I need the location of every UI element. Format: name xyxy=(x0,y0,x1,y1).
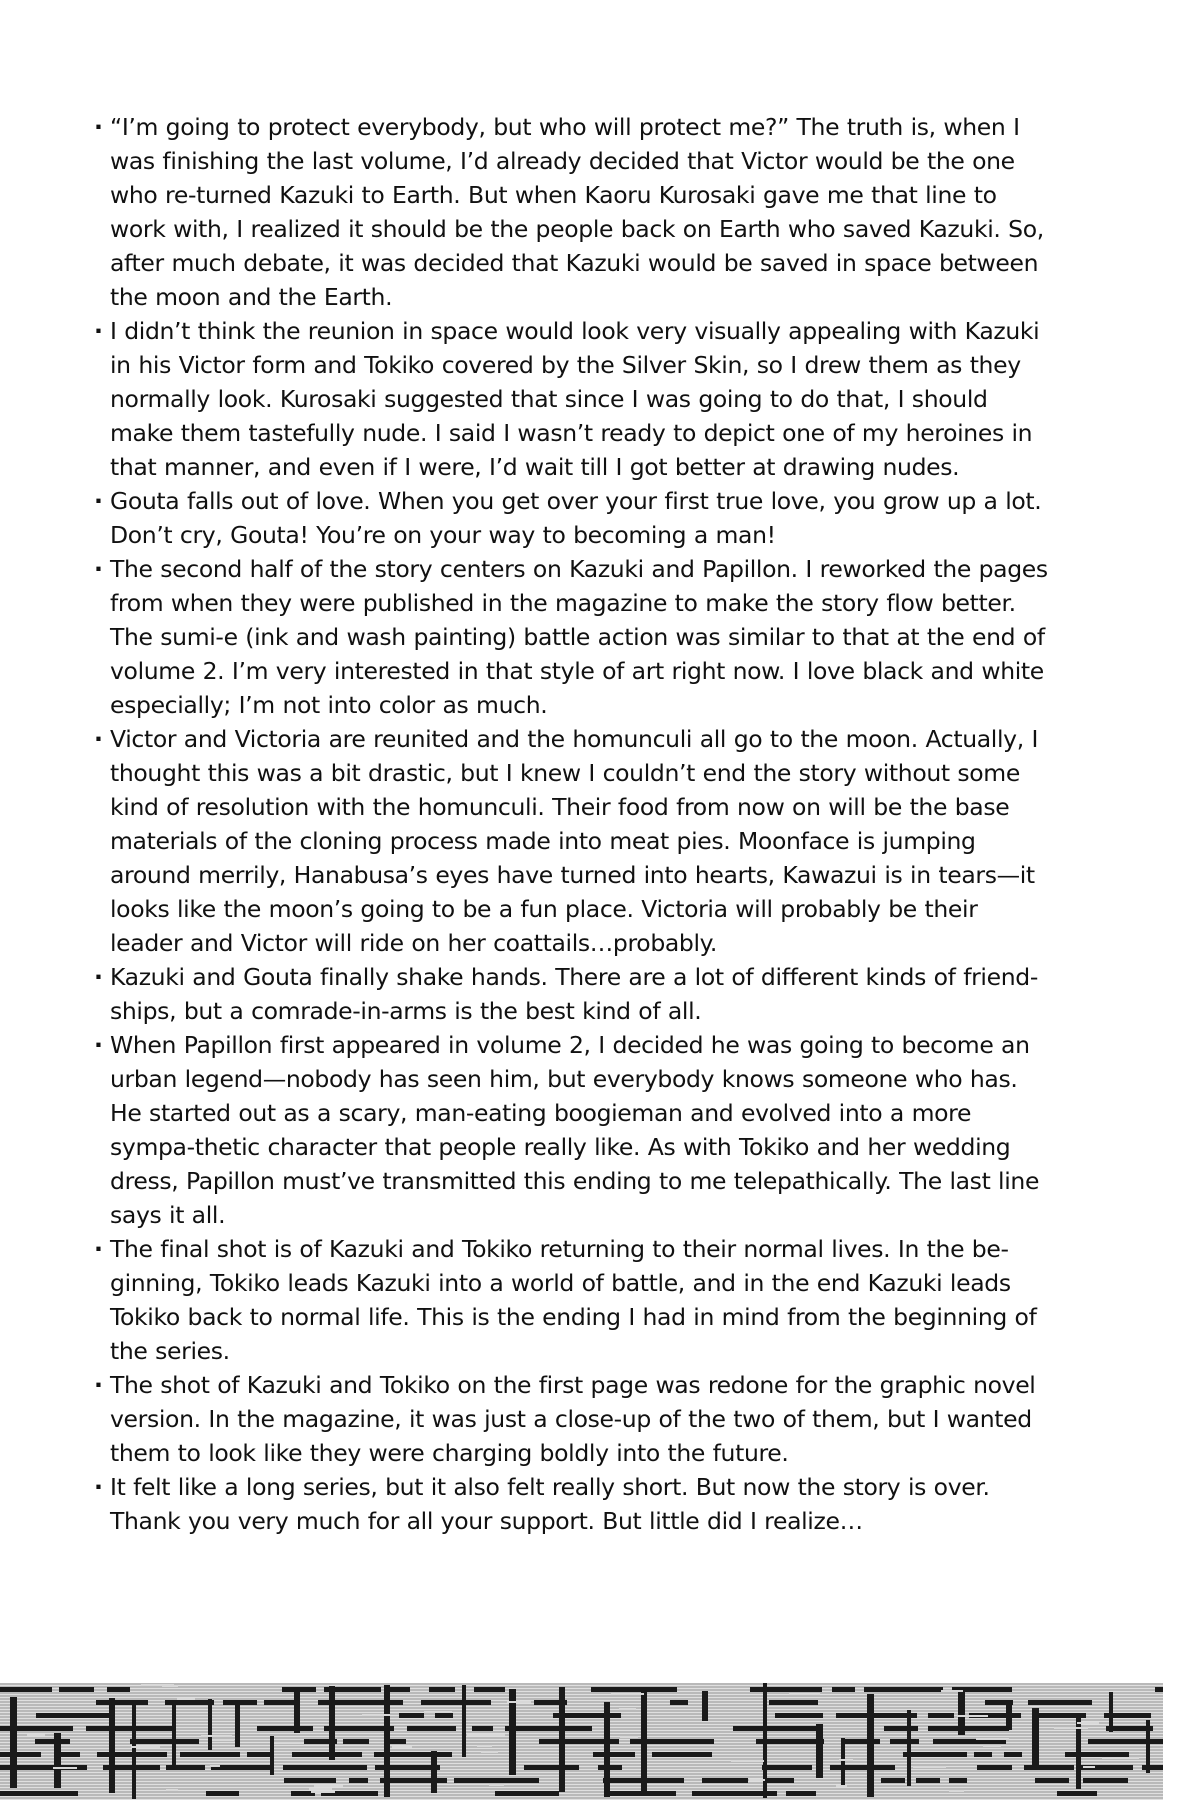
decorative-pattern-band xyxy=(0,1683,1163,1800)
list-item xyxy=(94,1232,1056,1368)
pattern-bar xyxy=(836,1713,917,1718)
pattern-bar xyxy=(36,1713,112,1718)
pattern-bar xyxy=(749,1779,765,1781)
pattern-bar xyxy=(864,1687,943,1692)
pattern-bar xyxy=(424,1711,452,1713)
pattern-bar xyxy=(619,1708,636,1710)
pattern-bar xyxy=(284,1778,336,1783)
bullet-dot: · xyxy=(94,487,103,515)
pattern-bar xyxy=(474,1687,505,1692)
pattern-bar xyxy=(702,1778,748,1783)
pattern-bar xyxy=(836,1785,847,1787)
pattern-bar xyxy=(750,1687,822,1692)
pattern-bar xyxy=(27,1734,45,1736)
pattern-bar xyxy=(620,1736,638,1738)
pattern-bar xyxy=(481,1751,498,1753)
pattern-bar xyxy=(928,1713,954,1718)
pattern-bar xyxy=(489,1784,504,1786)
pattern-bar xyxy=(389,1687,410,1692)
pattern-bar xyxy=(130,1739,199,1744)
bullet-dot: · xyxy=(94,113,103,141)
pattern-bar xyxy=(1109,1692,1113,1732)
pattern-bar xyxy=(86,1726,173,1731)
pattern-bar xyxy=(399,1713,424,1718)
circuit-pattern-graphic xyxy=(0,1683,1163,1800)
pattern-bar xyxy=(949,1790,964,1792)
pattern-bar xyxy=(505,1726,592,1731)
pattern-bar xyxy=(477,1745,492,1747)
pattern-bar xyxy=(765,1778,794,1783)
pattern-bar xyxy=(611,1693,644,1695)
note-text: Victor and Victoria are reunited and the homunculi all go to the moon. Actually, I thought this was a bit drastic, but I knew I couldn’t end the story without some kind of resolution with the homunculi. Their food from now on will be the base materials of the cloning process made into meat pies. Moonface is jumping around merrily, Hanabusa’s eyes have turned into hearts, Kawazui is in tears—it looks like the moon’s going to be a fun place. Victoria will probably be their leader and Victor will ride on her coattails…probably. xyxy=(110,725,1039,957)
pattern-bar xyxy=(435,1713,453,1718)
pattern-bar xyxy=(454,1778,539,1783)
pattern-bar xyxy=(1155,1687,1163,1692)
pattern-bar xyxy=(211,1765,273,1770)
pattern-bar xyxy=(96,1700,148,1705)
pattern-bar xyxy=(1106,1726,1153,1731)
pattern-bar xyxy=(177,1698,195,1700)
pattern-bar xyxy=(495,1791,559,1796)
pattern-bar xyxy=(210,1765,220,1767)
pattern-bar xyxy=(1102,1757,1139,1759)
pattern-bar xyxy=(1035,1778,1069,1783)
pattern-bar xyxy=(559,1687,565,1792)
pattern-bar xyxy=(131,1746,160,1748)
pattern-bar xyxy=(180,1752,240,1757)
list-item xyxy=(94,484,1056,552)
pattern-bar xyxy=(881,1778,905,1783)
pattern-bar xyxy=(53,1767,77,1769)
pattern-bar xyxy=(362,1714,390,1716)
pattern-bar xyxy=(702,1691,708,1721)
pattern-bar xyxy=(162,1685,178,1687)
pattern-bar xyxy=(472,1726,493,1731)
bullet-dot: · xyxy=(94,1031,103,1059)
pattern-bar xyxy=(977,1765,1012,1770)
pattern-bar xyxy=(274,1742,304,1744)
pattern-bar xyxy=(903,1752,967,1757)
pattern-bar xyxy=(524,1765,579,1770)
note-text: Kazuki and Gouta finally shake hands. There are a lot of different kinds of friend-ships, but a comrade-in-arms is the best kind of all. xyxy=(110,963,1038,1025)
pattern-bar xyxy=(1076,1715,1081,1789)
pattern-bar xyxy=(270,1736,274,1775)
list-item xyxy=(94,722,1056,960)
pattern-bar xyxy=(314,1785,343,1787)
pattern-bar xyxy=(343,1739,369,1744)
pattern-bar xyxy=(976,1738,1009,1740)
list-item xyxy=(94,1368,1056,1470)
bullet-dot: · xyxy=(94,555,103,583)
pattern-bar xyxy=(1083,1766,1095,1768)
pattern-bar xyxy=(867,1694,874,1797)
pattern-bar xyxy=(54,1733,61,1788)
pattern-bar xyxy=(1077,1722,1099,1724)
pattern-bar xyxy=(0,1791,78,1796)
pattern-bar xyxy=(1083,1778,1128,1783)
pattern-bar xyxy=(604,1702,610,1797)
note-text: “I’m going to protect everybody, but who will protect me?” The truth is, when I was finishing the last volume, I’d already decided that Victor would be the one who re-turned Kazuki to Earth. But when Kaoru Kurosaki gave me that line to work with, I realized it should be the people back on Earth who saved Kazuki. So, after much debate, it was decided that Kazuki would be saved in space between the moon and the Earth. xyxy=(110,113,1044,311)
list-item xyxy=(94,1028,1056,1232)
bullet-dot: · xyxy=(94,1473,103,1501)
list-item xyxy=(94,960,1056,1028)
pattern-bar xyxy=(652,1752,712,1757)
pattern-bar xyxy=(928,1726,1009,1731)
pattern-bar xyxy=(762,1765,812,1770)
pattern-bar xyxy=(832,1687,855,1692)
note-text: The final shot is of Kazuki and Tokiko returning to their normal lives. In the be-ginning, Tokiko leads Kazuki into a world of battle, and in the end Kazuki leads Tokiko back to normal life. This is the ending I had in mind from the beginning of the series. xyxy=(110,1235,1037,1365)
pattern-bar xyxy=(1065,1752,1129,1757)
pattern-bar xyxy=(670,1700,688,1705)
pattern-bar xyxy=(10,1697,17,1788)
pattern-bar xyxy=(384,1685,390,1797)
pattern-bar xyxy=(816,1724,823,1778)
bullet-dot: · xyxy=(94,725,103,753)
pattern-bar xyxy=(172,1701,176,1769)
pattern-bar xyxy=(1032,1708,1039,1765)
bullet-dot: · xyxy=(94,317,103,345)
pattern-bar xyxy=(166,1789,178,1791)
pattern-bar xyxy=(1057,1791,1097,1796)
pattern-bar xyxy=(507,1701,531,1703)
pattern-bar xyxy=(884,1726,918,1731)
pattern-bar xyxy=(109,1698,115,1793)
pattern-bar xyxy=(731,1760,764,1762)
pattern-bar xyxy=(212,1739,234,1741)
pattern-bar xyxy=(349,1778,368,1783)
pattern-bar xyxy=(166,1765,205,1770)
pattern-bar xyxy=(916,1778,940,1783)
pattern-bar xyxy=(830,1765,895,1770)
pattern-bar xyxy=(462,1685,466,1757)
pattern-bar xyxy=(958,1692,965,1735)
pattern-bar xyxy=(407,1726,456,1731)
pattern-bar xyxy=(843,1739,880,1744)
pattern-bar xyxy=(1006,1700,1012,1730)
pattern-bar xyxy=(309,1788,332,1790)
note-text: The shot of Kazuki and Tokiko on the first page was redone for the graphic novel version. In the magazine, it was just a close-up of the two of them, but I wanted them to look like they were charging boldly into the future. xyxy=(110,1371,1036,1467)
pattern-bar xyxy=(641,1690,647,1796)
note-text: It felt like a long series, but it also felt really short. But now the story is over. Thank you very much for all your support. But little did I realize… xyxy=(110,1473,990,1535)
pattern-bar xyxy=(1004,1752,1022,1757)
pattern-bar xyxy=(107,1687,130,1692)
pattern-bar xyxy=(392,1746,412,1748)
pattern-bar xyxy=(890,1739,919,1744)
pattern-bar xyxy=(257,1726,313,1731)
bullet-dot: · xyxy=(94,963,103,991)
pattern-bar xyxy=(0,1752,41,1757)
pattern-bar xyxy=(591,1687,677,1692)
pattern-bar xyxy=(605,1791,676,1796)
pattern-bar xyxy=(329,1686,335,1760)
pattern-bar xyxy=(429,1687,455,1692)
list-item xyxy=(94,110,1056,314)
pattern-bar xyxy=(1028,1700,1092,1705)
pattern-bar xyxy=(208,1699,212,1750)
pattern-bar xyxy=(294,1689,300,1733)
pattern-bar xyxy=(292,1752,362,1757)
pattern-bar xyxy=(421,1700,491,1705)
pattern-bar xyxy=(841,1738,845,1786)
pattern-bar xyxy=(35,1739,70,1744)
pattern-bar xyxy=(593,1752,635,1757)
pattern-bar xyxy=(247,1752,274,1757)
pattern-bar xyxy=(467,1734,505,1736)
list-item xyxy=(94,552,1056,722)
pattern-bar xyxy=(839,1759,853,1761)
pattern-bar xyxy=(786,1791,816,1796)
pattern-bar xyxy=(957,1715,988,1717)
pattern-bar xyxy=(1054,1727,1088,1729)
pattern-bar xyxy=(1088,1739,1163,1744)
pattern-bar xyxy=(733,1726,818,1731)
pattern-bar xyxy=(206,1791,239,1796)
pattern-bar xyxy=(983,1745,1001,1747)
note-text: Gouta falls out of love. When you get over your first true love, you grow up a lot. Don’t cry, Gouta! You’re on your way to becoming a man! xyxy=(110,487,1042,549)
note-text: The second half of the story centers on Kazuki and Papillon. I reworked the pages from when they were published in the magazine to make the story flow better. The sumi-e (ink and wash painting) battle action was similar to that at the end of volume 2. I’m very interested in that style of art right now. I love black and white especially; I’m not into color as much. xyxy=(110,555,1048,719)
pattern-bar xyxy=(949,1778,967,1783)
pattern-bar xyxy=(789,1693,820,1695)
pattern-bar xyxy=(974,1752,992,1757)
list-item xyxy=(94,1470,1056,1538)
note-text: When Papillon first appeared in volume 2, I decided he was going to become an urban legend—nobody has seen him, but everybody knows someone who has. He started out as a scary, man-eating boogieman and evolved into a more sympa-thetic character that people really like. As with Tokiko and her wedding dress, Papillon must’ve transmitted this ending to me telepathically. The last line says it all. xyxy=(110,1031,1040,1229)
pattern-bar xyxy=(907,1710,911,1786)
notes-list xyxy=(94,110,1056,1538)
pattern-bar xyxy=(283,1765,367,1770)
pattern-bar xyxy=(132,1701,136,1799)
pattern-bar xyxy=(1024,1765,1074,1770)
pattern-bar xyxy=(201,1735,232,1737)
pattern-bar xyxy=(1142,1765,1163,1770)
note-text: I didn’t think the reunion in space would look very visually appealing with Kazuki in his Victor form and Tokiko covered by the Silver Skin, so I drew them as they normally look. Kurosaki suggested that since I was going to do that, I should make them tastefully nude. I said I wasn’t ready to depict one of my heroines in that manner, and even if I were, I’d wait till I got better at drawing nudes. xyxy=(110,317,1040,481)
pattern-bar xyxy=(941,1690,963,1692)
pattern-bar xyxy=(431,1751,437,1793)
pattern-bar xyxy=(59,1687,94,1692)
list-item xyxy=(94,314,1056,484)
bullet-dot: · xyxy=(94,1371,103,1399)
pattern-bar xyxy=(311,1791,335,1793)
pattern-bar xyxy=(235,1703,240,1747)
pattern-bar xyxy=(775,1713,823,1718)
bullet-dot: · xyxy=(94,1235,103,1263)
pattern-bar xyxy=(913,1766,946,1768)
pattern-bar xyxy=(1146,1720,1150,1773)
pattern-bar xyxy=(0,1687,52,1692)
pattern-bar xyxy=(769,1700,818,1705)
